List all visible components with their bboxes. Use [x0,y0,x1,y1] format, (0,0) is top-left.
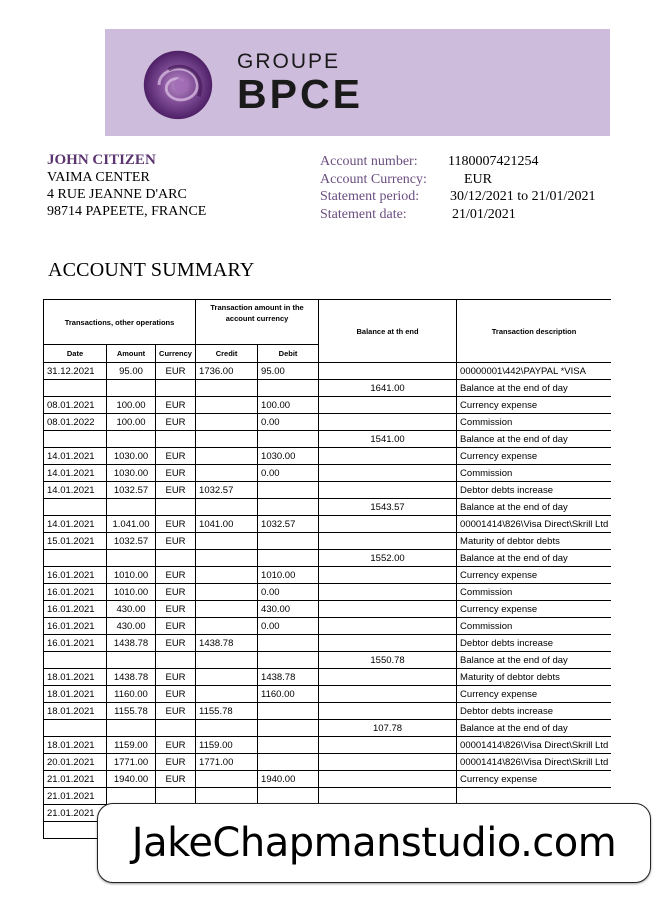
cell-currency: EUR [156,567,196,584]
cell-credit [196,618,258,635]
cell-credit: 1032.57 [196,482,258,499]
customer-address-line: 98714 PAPEETE, FRANCE [47,204,207,219]
cell-date: 14.01.2021 [44,465,107,482]
cell-credit [196,601,258,618]
table-row [44,533,612,550]
cell-credit [196,499,258,516]
cell-date: 18.01.2021 [44,737,107,754]
cell-currency [156,550,196,567]
table-row [44,414,612,431]
cell-date: 31.12.2021 [44,363,107,380]
cell-date [44,499,107,516]
cell-description: Currency expense [457,601,611,618]
cell-amount: 1030.00 [107,465,156,482]
cell-amount [107,380,156,397]
cell-description: Commission [457,465,611,482]
table-row [44,380,612,397]
cell-debit: 430.00 [258,601,319,618]
table-row [44,686,612,703]
cell-currency: EUR [156,516,196,533]
cell-amount: 1010.00 [107,584,156,601]
cell-currency [156,380,196,397]
cell-credit: 1159.00 [196,737,258,754]
cell-description: Balance at the end of day [457,431,611,448]
description-header: Transaction description [457,300,611,363]
cell-credit [196,567,258,584]
cell-amount: 1032.57 [107,482,156,499]
statement-date-value: 21/01/2021 [452,206,516,222]
cell-amount: 1010.00 [107,567,156,584]
cell-amount: 1030.00 [107,448,156,465]
cell-date [44,431,107,448]
table-row [44,737,612,754]
cell-balance [319,465,457,482]
cell-amount: 1438.78 [107,669,156,686]
cell-description: Balance at the end of day [457,720,611,737]
cell-amount [107,788,156,805]
cell-amount: 1.041.00 [107,516,156,533]
cell-amount: 1159.00 [107,737,156,754]
cell-description: 00000001\442\PAYPAL *VISA [457,363,611,380]
cell-balance [319,771,457,788]
cell-debit: 0.00 [258,414,319,431]
cell-amount: 1438.78 [107,635,156,652]
customer-address-block [47,152,206,220]
cell-date: 14.01.2021 [44,482,107,499]
cell-debit [258,754,319,771]
cell-currency [156,499,196,516]
cell-balance [319,482,457,499]
cell-date: 16.01.2021 [44,567,107,584]
cell-date: 21.01.2021 [44,771,107,788]
cell-balance [319,363,457,380]
cell-amount: 95.00 [107,363,156,380]
cell-date [44,720,107,737]
cell-debit: 1160.00 [258,686,319,703]
cell-description: Currency expense [457,397,611,414]
cell-description: Balance at the end of day [457,380,611,397]
cell-debit: 1010.00 [258,567,319,584]
cell-credit: 1771.00 [196,754,258,771]
cell-balance [319,414,457,431]
cell-credit [196,414,258,431]
cell-currency: EUR [156,533,196,550]
table-row [44,567,612,584]
cell-description: Commission [457,618,611,635]
cell-currency: EUR [156,771,196,788]
table-row [44,601,612,618]
table-row [44,618,612,635]
cell-balance [319,584,457,601]
cell-date: 15.01.2021 [44,533,107,550]
cell-debit: 1030.00 [258,448,319,465]
cell-amount: 430.00 [107,601,156,618]
table-row [44,550,612,567]
table-row [44,465,612,482]
account-number-label: Account number: [320,154,418,169]
cell-debit [258,550,319,567]
table-row [44,652,612,669]
table-row [44,635,612,652]
table-row [44,771,612,788]
cell-credit [196,431,258,448]
account-info-block [320,153,596,223]
cell-currency: EUR [156,686,196,703]
table-row [44,584,612,601]
cell-balance [319,397,457,414]
cell-currency: EUR [156,618,196,635]
cell-currency [156,652,196,669]
cell-debit [258,380,319,397]
cell-date: 14.01.2021 [44,516,107,533]
bpce-logo-icon [140,45,216,121]
cell-amount: 100.00 [107,414,156,431]
cell-currency: EUR [156,669,196,686]
table-row [44,499,612,516]
cell-description: Currency expense [457,448,611,465]
table-row [44,788,612,805]
cell-description: Debtor debts increase [457,703,611,720]
watermark-text: JakeChapmanstudio.com [131,820,617,866]
cell-balance [319,601,457,618]
cell-balance [319,635,457,652]
cell-balance [319,737,457,754]
cell-balance: 1550.78 [319,652,457,669]
cell-description: Debtor debts increase [457,482,611,499]
cell-currency: EUR [156,448,196,465]
logo-wordmark [237,51,363,115]
cell-credit: 1736.00 [196,363,258,380]
cell-credit [196,788,258,805]
cell-description: 00001414\826\Visa Direct\Skrill Ltd [457,737,611,754]
watermark-banner [97,803,651,883]
cell-amount [107,550,156,567]
cell-credit [196,771,258,788]
cell-currency [156,431,196,448]
table-row [44,363,612,380]
col-header-debit: Debit [258,345,319,363]
cell-balance: 1543.57 [319,499,457,516]
cell-balance: 107.78 [319,720,457,737]
cell-debit [258,737,319,754]
cell-description: Currency expense [457,686,611,703]
cell-credit [196,550,258,567]
table-row [44,397,612,414]
cell-amount: 100.00 [107,397,156,414]
statement-period-value: 30/12/2021 to 21/01/2021 [450,189,596,204]
cell-debit [258,533,319,550]
cell-currency [156,720,196,737]
cell-currency: EUR [156,754,196,771]
bank-logo-banner [105,29,610,136]
cell-credit [196,465,258,482]
account-summary-title: ACCOUNT SUMMARY [48,259,255,281]
cell-description: 00001414\826\Visa Direct\Skrill Ltd [457,754,611,771]
cell-currency: EUR [156,635,196,652]
cell-date: 20.01.2021 [44,754,107,771]
cell-date [44,380,107,397]
cell-balance: 1552.00 [319,550,457,567]
cell-balance [319,618,457,635]
cell-amount [107,499,156,516]
cell-amount [107,431,156,448]
cell-description: Commission [457,414,611,431]
cell-amount: 1940.00 [107,771,156,788]
statement-period-label: Statement period: [320,189,420,204]
cell-debit: 0.00 [258,584,319,601]
table-row [44,703,612,720]
cell-balance [319,516,457,533]
cell-description: Commission [457,584,611,601]
cell-currency: EUR [156,601,196,618]
cell-date: 18.01.2021 [44,686,107,703]
cell-credit: 1041.00 [196,516,258,533]
cell-debit: 1940.00 [258,771,319,788]
account-currency-value: EUR [464,171,492,187]
cell-debit [258,431,319,448]
cell-credit [196,397,258,414]
cell-currency: EUR [156,584,196,601]
table-row [44,482,612,499]
cell-description [457,788,611,805]
cell-balance [319,703,457,720]
col-header-amount: Amount [107,345,156,363]
cell-date: 08.01.2021 [44,397,107,414]
table-row [44,448,612,465]
cell-description: Currency expense [457,771,611,788]
cell-amount: 1032.57 [107,533,156,550]
cell-description: 00001414\826\Visa Direct\Skrill Ltd [457,516,611,533]
cell-balance [319,686,457,703]
customer-address-line: 4 RUE JEANNE D'ARC [47,187,187,202]
cell-description: Maturity of debtor debts [457,533,611,550]
cell-balance [319,448,457,465]
transactions-table-container [43,299,611,865]
cell-date: 21.01.2021 [44,788,107,805]
cell-credit [196,652,258,669]
cell-debit: 100.00 [258,397,319,414]
table-row [44,720,612,737]
cell-debit [258,635,319,652]
cell-debit: 1032.57 [258,516,319,533]
cell-currency [156,788,196,805]
table-row [44,754,612,771]
cell-date: 21.01.2021 [44,805,107,822]
transactions-table [43,299,611,839]
logo-bpce-text: BPCE [237,71,363,117]
logo-groupe-text: GROUPE [237,50,341,73]
table-row [44,431,612,448]
cell-date: 18.01.2021 [44,703,107,720]
cell-description: Balance at the end of day [457,550,611,567]
cell-debit [258,652,319,669]
cell-balance [319,754,457,771]
cell-balance [319,533,457,550]
cell-date: 16.01.2021 [44,618,107,635]
cell-debit [258,788,319,805]
cell-balance [319,788,457,805]
cell-debit: 0.00 [258,618,319,635]
cell-description: Maturity of debtor debts [457,669,611,686]
cell-credit [196,448,258,465]
cell-debit [258,482,319,499]
customer-name: JOHN CITIZEN [47,152,156,168]
cell-date: 14.01.2021 [44,448,107,465]
account-number-value: 1180007421254 [448,154,539,169]
cell-description: Balance at the end of day [457,652,611,669]
cell-amount: 430.00 [107,618,156,635]
statement-date-label: Statement date: [320,206,407,222]
col-header-credit: Credit [196,345,258,363]
cell-amount: 1160.00 [107,686,156,703]
cell-credit [196,686,258,703]
account-currency-label: Account Currency: [320,171,427,187]
cell-credit [196,380,258,397]
cell-description: Debtor debts increase [457,635,611,652]
cell-amount: 1771.00 [107,754,156,771]
cell-balance [319,669,457,686]
cell-currency: EUR [156,703,196,720]
cell-debit [258,703,319,720]
customer-address-line: VAIMA CENTER [47,170,150,185]
balance-header: Balance at th end [319,300,457,363]
cell-currency: EUR [156,737,196,754]
cell-balance: 1641.00 [319,380,457,397]
cell-description: Currency expense [457,567,611,584]
cell-date: 18.01.2021 [44,669,107,686]
cell-credit [196,720,258,737]
cell-date [44,652,107,669]
col-header-date: Date [44,345,107,363]
cell-debit [258,720,319,737]
cell-date [44,550,107,567]
cell-credit [196,584,258,601]
cell-currency: EUR [156,465,196,482]
col-header-currency: Currency [156,345,196,363]
cell-currency: EUR [156,482,196,499]
cell-date: 08.01.2022 [44,414,107,431]
cell-date: 16.01.2021 [44,635,107,652]
cell-debit: 0.00 [258,465,319,482]
cell-amount [107,720,156,737]
cell-debit: 95.00 [258,363,319,380]
table-row [44,669,612,686]
cell-description: Balance at the end of day [457,499,611,516]
cell-balance: 1541.00 [319,431,457,448]
group-header-transactions: Transactions, other operations [44,300,196,345]
table-row [44,516,612,533]
cell-currency: EUR [156,363,196,380]
cell-amount: 1155.78 [107,703,156,720]
group-header-amount: Transaction amount in the account currency [196,300,319,345]
transactions-table-body [44,363,612,839]
cell-currency: EUR [156,397,196,414]
cell-credit [196,533,258,550]
cell-date: 16.01.2021 [44,601,107,618]
cell-credit: 1438.78 [196,635,258,652]
cell-debit: 1438.78 [258,669,319,686]
cell-amount [107,652,156,669]
cell-date: 16.01.2021 [44,584,107,601]
cell-credit [196,669,258,686]
cell-debit [258,499,319,516]
cell-currency: EUR [156,414,196,431]
cell-credit: 1155.78 [196,703,258,720]
cell-balance [319,567,457,584]
